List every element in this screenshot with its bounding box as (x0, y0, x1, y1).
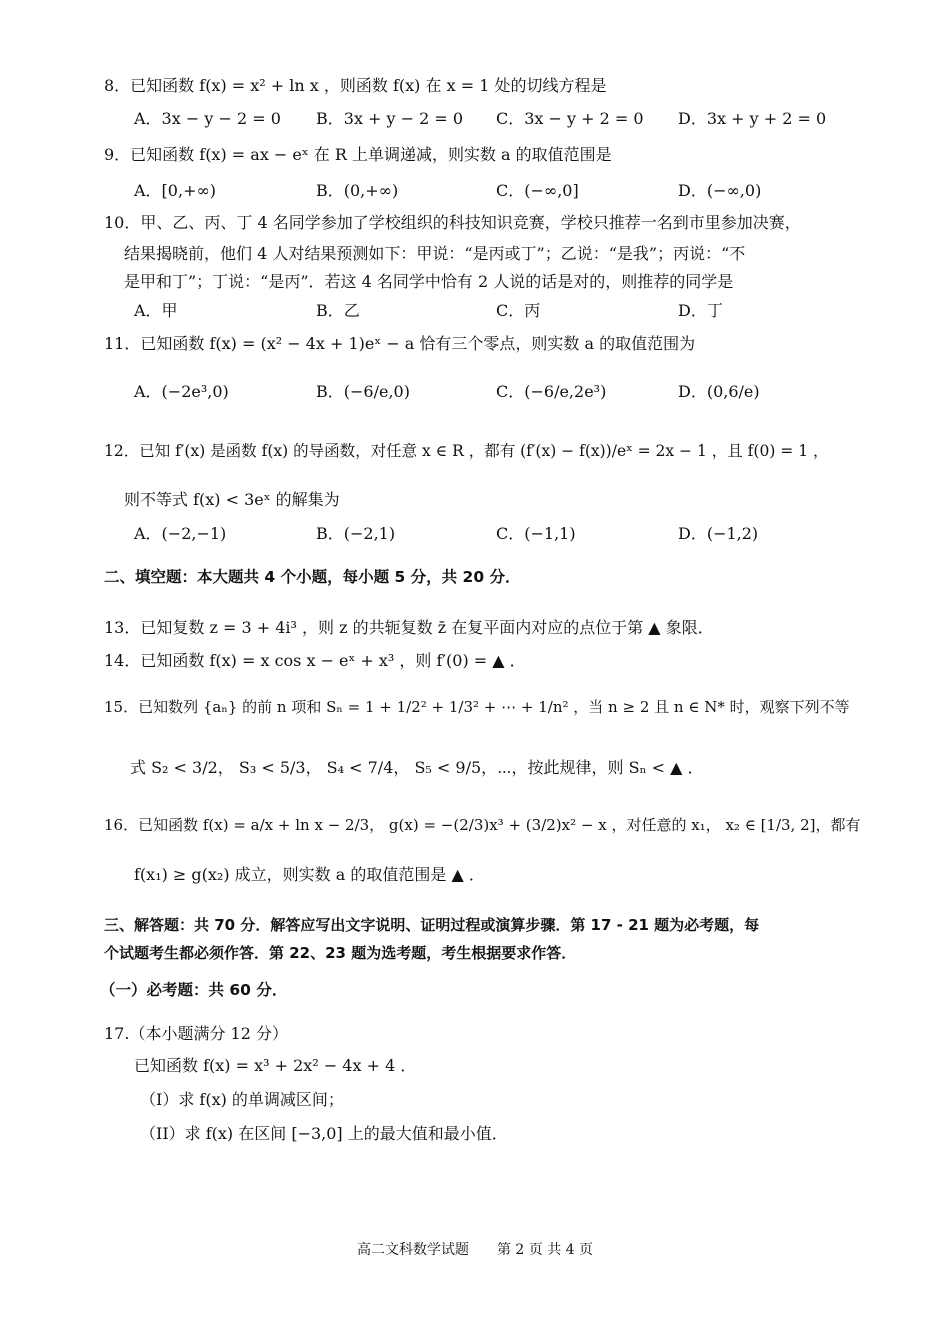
question-10-option-a: A．甲 (134, 301, 178, 320)
section-3-heading-line-1: 三、解答题：共 70 分．解答应写出文字说明、证明过程或演算步骤．第 17 - 21 题为必考题，每 (104, 916, 760, 934)
question-14: 14．已知函数 f(x) = x cos x − eˣ + x³ ，则 f′(0) = ▲ ． (104, 651, 526, 670)
question-8-option-d: D．3x + y + 2 = 0 (678, 109, 827, 128)
question-11-stem: 11．已知函数 f(x) = (x² − 4x + 1)eˣ − a 恰有三个零点，则实数 a 的取值范围为 (104, 334, 696, 353)
question-10-line-2: 结果揭晓前，他们 4 人对结果预测如下：甲说：“是丙或丁”；乙说：“是我”；丙说：“不 (124, 244, 746, 263)
question-10-line-3: 是甲和丁”；丁说：“是丙”．若这 4 名同学中恰有 2 人说的话是对的，则推荐的同学是 (124, 272, 734, 291)
question-15-line-1: 15．已知数列 {aₙ} 的前 n 项和 Sₙ = 1 + 1/2² + 1/3² + ⋯ + 1/n² ，当 n ≥ 2 且 n ∈ N* 时，观察下列不等 (104, 698, 850, 716)
question-12-option-c: C．(−1,1) (496, 524, 576, 543)
question-17-header: 17.（本小题满分 12 分） (104, 1024, 288, 1043)
question-9-option-a: A．[0,+∞) (134, 181, 217, 200)
section-3-heading-line-2: 个试题考生都必须作答．第 22、23 题为选考题，考生根据要求作答． (104, 944, 577, 962)
question-17-part-1: （I）求 f(x) 的单调减区间； (140, 1090, 344, 1109)
question-12-stem: 12．已知 f′(x) 是函数 f(x) 的导函数，对任意 x ∈ R ，都有 (f′(x) − f(x))/eˣ = 2x − 1 ，且 f(0) = 1 ， (104, 442, 829, 460)
question-16-line-1: 16．已知函数 f(x) = a/x + ln x − 2/3， g(x) = −(2/3)x³ + (3/2)x² − x ，对任意的 x₁， x₂ ∈ [1/3, 2]，都有 (104, 816, 861, 834)
question-8-option-b: B．3x + y − 2 = 0 (316, 109, 464, 128)
question-8-stem: 8．已知函数 f(x) = x² + ln x ，则函数 f(x) 在 x = 1 处的切线方程是 (104, 76, 607, 95)
subsection-1-heading: （一）必考题：共 60 分． (100, 981, 288, 999)
question-12-option-d: D．(−1,2) (678, 524, 759, 543)
question-10-option-b: B．乙 (316, 301, 360, 320)
question-8-option-a: A．3x − y − 2 = 0 (134, 109, 281, 128)
question-10-option-c: C．丙 (496, 301, 541, 320)
question-9-option-b: B．(0,+∞) (316, 181, 399, 200)
question-11-option-b: B．(−6/e,0) (316, 382, 410, 401)
page-footer: 高二文科数学试题 第 2 页 共 4 页 (356, 1242, 594, 1258)
question-11-option-c: C．(−6/e,2e³) (496, 382, 607, 401)
question-13: 13．已知复数 z = 3 + 4i³ ，则 z 的共轭复数 z̄ 在复平面内对应的点位于第 ▲ 象限． (104, 618, 714, 637)
question-16-line-2: f(x₁) ≥ g(x₂) 成立，则实数 a 的取值范围是 ▲ ． (134, 865, 485, 884)
question-12-option-a: A．(−2,−1) (134, 524, 227, 543)
question-12-stem-2: 则不等式 f(x) < 3eˣ 的解集为 (124, 490, 340, 509)
question-11-option-d: D．(0,6/e) (678, 382, 760, 401)
question-17-part-2: （II）求 f(x) 在区间 [−3,0] 上的最大值和最小值． (140, 1124, 508, 1143)
question-11-option-a: A．(−2e³,0) (134, 382, 229, 401)
question-9-option-d: D．(−∞,0) (678, 181, 762, 200)
question-10-option-d: D．丁 (678, 301, 723, 320)
question-12-option-b: B．(−2,1) (316, 524, 396, 543)
question-9-stem: 9．已知函数 f(x) = ax − eˣ 在 R 上单调递减，则实数 a 的取值范围是 (104, 145, 612, 164)
question-10-line-1: 10．甲、乙、丙、丁 4 名同学参加了学校组织的科技知识竞赛，学校只推荐一名到市里参加决赛， (104, 213, 801, 232)
question-9-option-c: C．(−∞,0] (496, 181, 579, 200)
question-15-line-2: 式 S₂ < 3/2， S₃ < 5/3， S₄ < 7/4， S₅ < 9/5，⋯，按此规律，则 Sₙ < ▲ ． (130, 758, 704, 777)
section-2-heading: 二、填空题：本大题共 4 个小题，每小题 5 分，共 20 分． (104, 568, 521, 586)
question-17-stem: 已知函数 f(x) = x³ + 2x² − 4x + 4 ． (134, 1056, 417, 1075)
question-8-option-c: C．3x − y + 2 = 0 (496, 109, 644, 128)
